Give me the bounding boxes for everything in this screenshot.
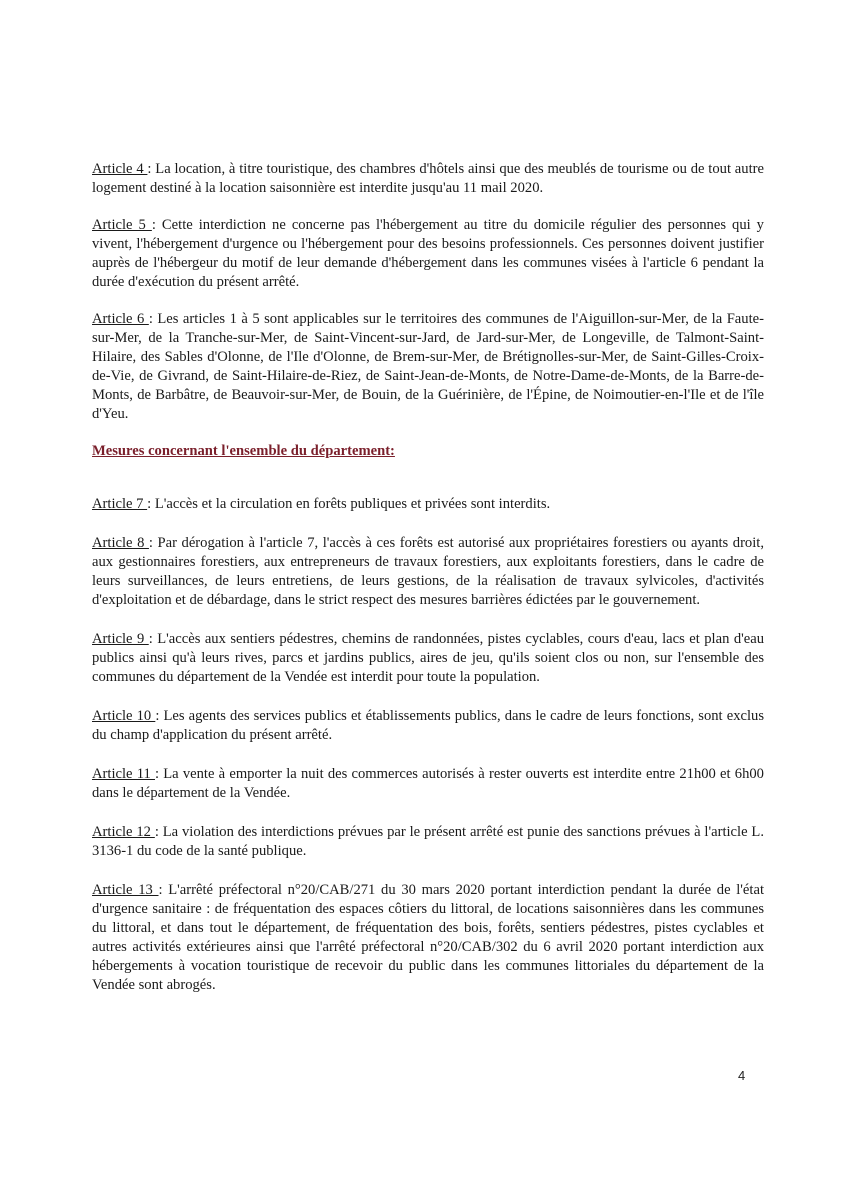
article-6 bbox=[92, 310, 764, 424]
article-text: : La violation des interdictions prévues par le présent arrêté est punie des sanctions prévues à l'article L. 3136-1 du code de la santé publique. bbox=[92, 824, 764, 859]
article-label: Article 7 bbox=[92, 496, 148, 512]
article-4 bbox=[92, 160, 764, 198]
article-9 bbox=[92, 630, 764, 687]
article-text: : Les articles 1 à 5 sont applicables sur le territoires des communes de l'Aiguillon-sur-Mer, de la Faute-sur-Mer, de la Tranche-sur-Mer, de Saint-Vincent-sur-Jard, de Jard-sur-Mer, de Longeville, de Talmont-Saint-Hilaire, des Sables d'Olonne, de l'Ile d'Olonne, de Brem-sur-Mer, de Brétignolles-sur-Mer, de Saint-Gilles-Croix-de-Vie, de Givrand, de Saint-Hilaire-de-Riez, de Saint-Jean-de-Monts, de Notre-Dame-de-Monts, de la Barre-de-Monts, de Barbâtre, de Beauvoir-sur-Mer, de Bouin, de la Guérinière, de l'Épine, de Noimoutier-en-l'Ile et de l'île d'Yeu. bbox=[92, 311, 764, 422]
article-label: Article 13 bbox=[92, 882, 159, 898]
article-13 bbox=[92, 881, 764, 995]
article-text: : Cette interdiction ne concerne pas l'hébergement au titre du domicile régulier des personnes qui y vivent, l'hébergement d'urgence ou l'hébergement pour des besoins professionnels. Ces personnes doivent justifier auprès de l'hébergeur du motif de leur demande d'hébergement dans les communes visées à l'article 6 pendant la durée d'exécution du présent arrêté. bbox=[92, 217, 764, 290]
article-text: : La location, à titre touristique, des chambres d'hôtels ainsi que des meublés de tourisme ou de tout autre logement destiné à la location saisonnière est interdite jusqu'au 11 mail 2020. bbox=[92, 161, 764, 196]
article-label: Article 8 bbox=[92, 535, 149, 551]
article-text: : L'arrêté préfectoral n°20/CAB/271 du 30 mars 2020 portant interdiction pendant la durée de l'état d'urgence sanitaire : de fréquentation des espaces côtiers du littoral, de locations saisonnières dans les communes du littoral, et dans tout le département, de fréquentation des bois, forêts, sentiers pédestres, pistes cyclables et autres activités extérieures ainsi que l'arrêté préfectoral n°20/CAB/302 du 6 avril 2020 portant interdiction aux hébergements à vocation touristique de recevoir du public dans les communes littoriales du département de la Vendée sont abrogés. bbox=[92, 882, 764, 993]
article-text: : Par dérogation à l'article 7, l'accès à ces forêts est autorisé aux propriétaires forestiers ou ayants droit, aux gestionnaires forestiers, aux entrepreneurs de travaux forestiers, aux exploitants forestiers, dans le cadre de leurs surveillances, de leurs entretiens, de leurs gestions, de la réalisation de travaux sylvicoles, d'activités d'exploitation et de débardage, dans le strict respect des mesures barrières édictées par le gouvernement. bbox=[92, 535, 764, 608]
article-5 bbox=[92, 216, 764, 292]
article-text: : L'accès et la circulation en forêts publiques et privées sont interdits. bbox=[147, 496, 551, 512]
article-10 bbox=[92, 707, 764, 745]
page-number: 4 bbox=[738, 1068, 746, 1083]
article-text: : La vente à emporter la nuit des commerces autorisés à rester ouverts est interdite entre 21h00 et 6h00 dans le département de la Vendée. bbox=[92, 766, 764, 801]
article-label: Article 12 bbox=[92, 824, 155, 840]
document-body bbox=[92, 160, 764, 995]
article-label: Article 11 bbox=[92, 766, 155, 782]
article-11 bbox=[92, 765, 764, 803]
section-heading: Mesures concernant l'ensemble du département: bbox=[92, 443, 395, 459]
article-text: : L'accès aux sentiers pédestres, chemins de randonnées, pistes cyclables, cours d'eau, lacs et plan d'eau publics ainsi qu'à leurs rives, parcs et jardins publics, aires de jeu, qu'ils soient clos ou non, sur l'ensemble des communes du département de la Vendée est interdit pour toute la population. bbox=[92, 631, 764, 685]
article-label: Article 10 bbox=[92, 708, 156, 724]
article-7 bbox=[92, 495, 764, 514]
article-8 bbox=[92, 534, 764, 610]
article-label: Article 4 bbox=[92, 161, 148, 177]
article-label: Article 6 bbox=[92, 311, 149, 327]
article-text: : Les agents des services publics et établissements publics, dans le cadre de leurs fonctions, sont exclus du champ d'application du présent arrêté. bbox=[92, 708, 764, 743]
article-label: Article 9 bbox=[92, 631, 149, 647]
article-label: Article 5 bbox=[92, 217, 152, 233]
article-12 bbox=[92, 823, 764, 861]
